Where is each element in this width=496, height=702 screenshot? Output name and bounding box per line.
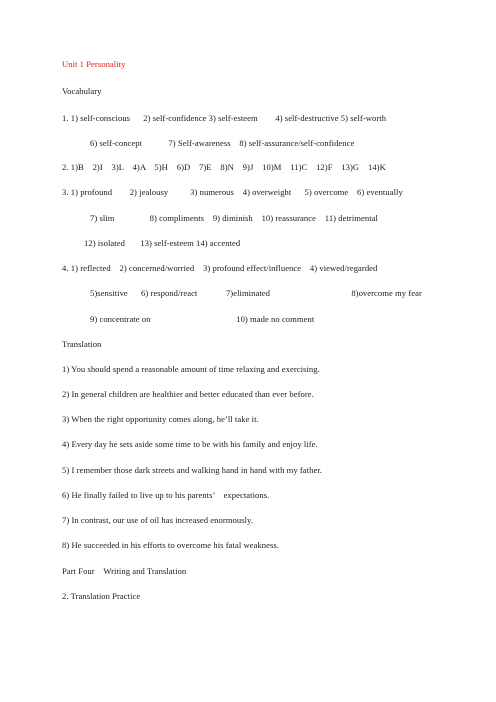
translation-item: 4) Every day he sets aside some time to be with his family and enjoy life. (62, 439, 318, 449)
part-four-heading: Part Four Writing and Translation (62, 566, 187, 576)
vocab-q3-line2: 7) slim 8) compliments 9) diminish 10) reassurance 11) detrimental (90, 213, 378, 223)
translation-item: 7) In contrast, our use of oil has increased enormously. (62, 515, 254, 525)
vocab-q2-line1: 2. 1)B 2)I 3)L 4)A 5)H 6)D 7)E 8)N 9)J 10)M 11)C 12)F 13)G 14)K (62, 162, 386, 172)
vocab-q3-line1: 3. 1) profound 2) jealousy 3) numerous 4) overweight 5) overcome 6) eventually (62, 187, 403, 197)
vocabulary-heading: Vocabulary (62, 86, 102, 96)
unit-title: Unit 1 Personality (62, 59, 126, 69)
translation-heading: Translation (62, 339, 102, 349)
vocab-q1-line1: 1. 1) self-conscious 2) self-confidence 3) self-esteem 4) self-destructive 5) self-worth (62, 113, 387, 123)
translation-item: 2) In general children are healthier and better educated than ever before. (62, 389, 314, 399)
translation-item: 3) When the right opportunity comes along, he’ll take it. (62, 414, 259, 424)
translation-item: 8) He succeeded in his efforts to overcome his fatal weakness. (62, 540, 279, 550)
translation-item: 6) He finally failed to live up to his parents’ expectations. (62, 490, 270, 500)
vocab-q4-line1: 4. 1) reflected 2) concerned/worried 3) profound effect/influence 4) viewed/regarded (62, 263, 378, 273)
translation-practice-heading: 2. Translation Practice (62, 591, 141, 601)
vocab-q4-line3: 9) concentrate on 10) made no comment (90, 314, 315, 324)
translation-item: 1) You should spend a reasonable amount of time relaxing and exercising. (62, 364, 320, 374)
vocab-q3-line3: 12) isolated 13) self-esteem 14) accented (84, 238, 241, 248)
vocab-q1-line2: 6) self-concept 7) Self-awareness 8) self-assurance/self-confidence (90, 138, 355, 148)
vocab-q4-line2: 5)sensitive 6) respond/react 7)eliminated 8)overcome my fear (90, 288, 422, 298)
translation-item: 5) I remember those dark streets and walking hand in hand with my father. (62, 465, 322, 475)
